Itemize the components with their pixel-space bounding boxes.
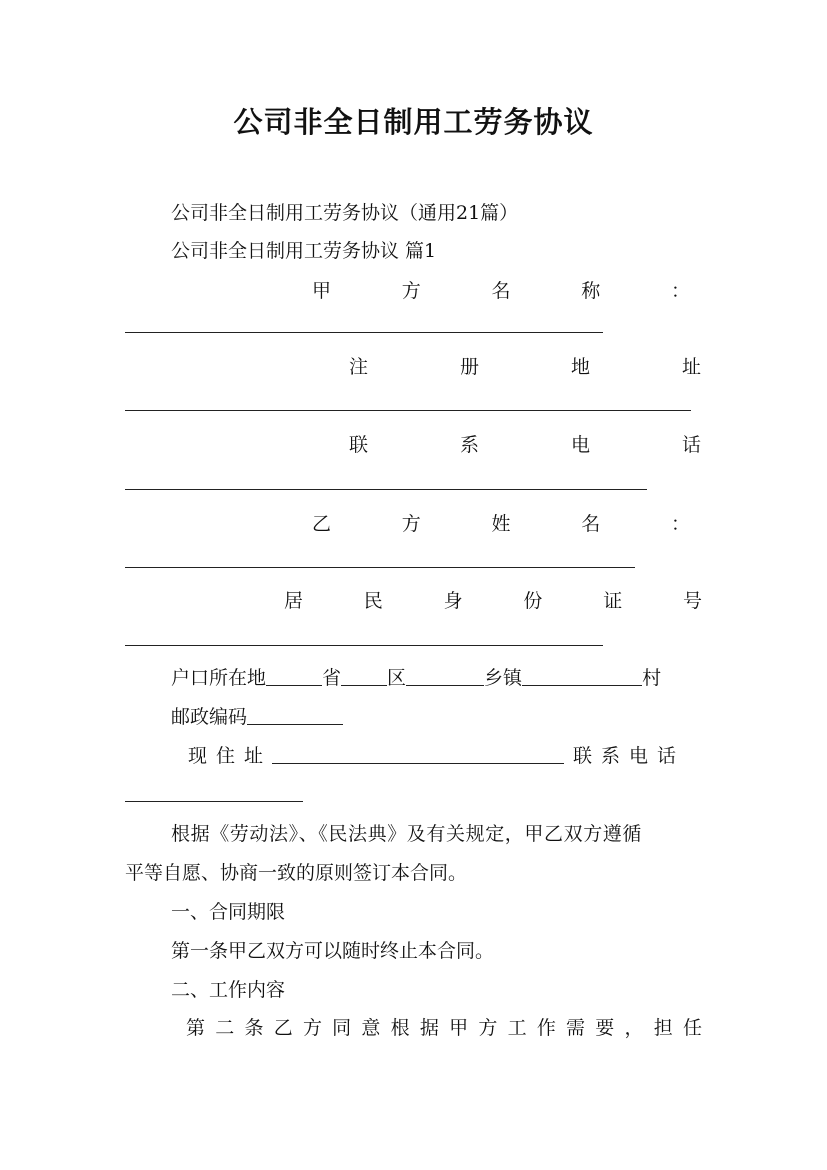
article-2 xyxy=(186,1015,702,1041)
contact-phone-label: 联系电话 xyxy=(573,745,686,767)
label-char: 称 xyxy=(581,280,601,302)
article-char: 二 xyxy=(215,1017,235,1039)
contact-phone-blank xyxy=(125,801,303,802)
label-char: ： xyxy=(670,280,690,302)
current-address-blank xyxy=(272,744,564,764)
label-char: 话 xyxy=(681,434,701,456)
label-char: 号 xyxy=(682,590,702,612)
party-b-id-blank xyxy=(125,645,603,646)
party-b-id-label xyxy=(284,588,702,614)
label-char: 身 xyxy=(443,590,463,612)
current-address-label: 现住址 xyxy=(188,745,273,767)
label-char: 证 xyxy=(603,590,623,612)
article-char: 任 xyxy=(682,1017,702,1039)
label-char: 甲 xyxy=(312,280,332,302)
article-char: 第 xyxy=(186,1017,206,1039)
party-b-name-label xyxy=(312,511,690,537)
hukou-line xyxy=(171,665,661,691)
hukou-village: 村 xyxy=(642,667,662,689)
article-char: 意 xyxy=(361,1017,381,1039)
label-char: 注 xyxy=(349,356,369,378)
article-char: 要 xyxy=(595,1017,615,1039)
article-char: 同 xyxy=(332,1017,352,1039)
postcode-label: 邮政编码 xyxy=(171,706,248,728)
postcode-blank xyxy=(247,705,343,725)
section-2-heading: 二、工作内容 xyxy=(171,979,286,1001)
province-blank xyxy=(266,666,322,686)
article-char: 甲 xyxy=(449,1017,469,1039)
party-a-phone-label xyxy=(349,432,701,458)
district-blank xyxy=(341,666,387,686)
label-char: 名 xyxy=(581,513,601,535)
article-char: 条 xyxy=(244,1017,264,1039)
article-char: 据 xyxy=(419,1017,439,1039)
article-char: 需 xyxy=(566,1017,586,1039)
current-address-line xyxy=(188,743,685,769)
label-char: 系 xyxy=(459,434,479,456)
section-heading: 公司非全日制用工劳务协议 篇1 xyxy=(171,240,437,262)
section-1-heading: 一、合同期限 xyxy=(171,901,286,923)
party-a-address-label xyxy=(349,354,701,380)
article-char: 乙 xyxy=(273,1017,293,1039)
label-char: 名 xyxy=(491,280,511,302)
label-char: 姓 xyxy=(491,513,511,535)
label-char: 册 xyxy=(459,356,479,378)
party-a-phone-blank xyxy=(125,489,647,490)
preamble-line-1: 根据《劳动法》、《民法典》及有关规定，甲乙双方遵循 xyxy=(171,823,643,845)
article-char: 工 xyxy=(507,1017,527,1039)
party-a-name-label xyxy=(312,278,690,304)
label-char: 址 xyxy=(681,356,701,378)
label-char: ： xyxy=(670,513,690,535)
hukou-district: 区 xyxy=(387,667,407,689)
label-char: 民 xyxy=(363,590,383,612)
label-char: 方 xyxy=(401,280,421,302)
label-char: 电 xyxy=(570,434,590,456)
article-char: ， xyxy=(624,1017,644,1039)
hukou-town: 乡镇 xyxy=(484,667,523,689)
article-char: 根 xyxy=(390,1017,410,1039)
label-char: 方 xyxy=(401,513,421,535)
label-char: 联 xyxy=(349,434,369,456)
article-char: 担 xyxy=(653,1017,673,1039)
hukou-province: 省 xyxy=(322,667,342,689)
label-char: 份 xyxy=(523,590,543,612)
party-a-name-blank xyxy=(125,332,603,333)
label-char: 地 xyxy=(570,356,590,378)
article-char: 方 xyxy=(302,1017,322,1039)
party-b-name-blank xyxy=(125,567,635,568)
village-blank xyxy=(522,666,642,686)
article-char: 方 xyxy=(478,1017,498,1039)
postcode-line xyxy=(171,704,343,730)
article-char: 作 xyxy=(536,1017,556,1039)
label-char: 乙 xyxy=(312,513,332,535)
town-blank xyxy=(406,666,484,686)
label-char: 居 xyxy=(284,590,304,612)
document-title: 公司非全日制用工劳务协议 xyxy=(233,105,594,139)
preamble-line-2: 平等自愿、协商一致的原则签订本合同。 xyxy=(125,862,468,884)
article-1: 第一条甲乙双方可以随时终止本合同。 xyxy=(171,940,495,962)
hukou-prefix: 户口所在地 xyxy=(171,667,267,689)
party-a-address-blank xyxy=(125,410,691,411)
document-subtitle: 公司非全日制用工劳务协议（通用21篇） xyxy=(171,202,519,224)
